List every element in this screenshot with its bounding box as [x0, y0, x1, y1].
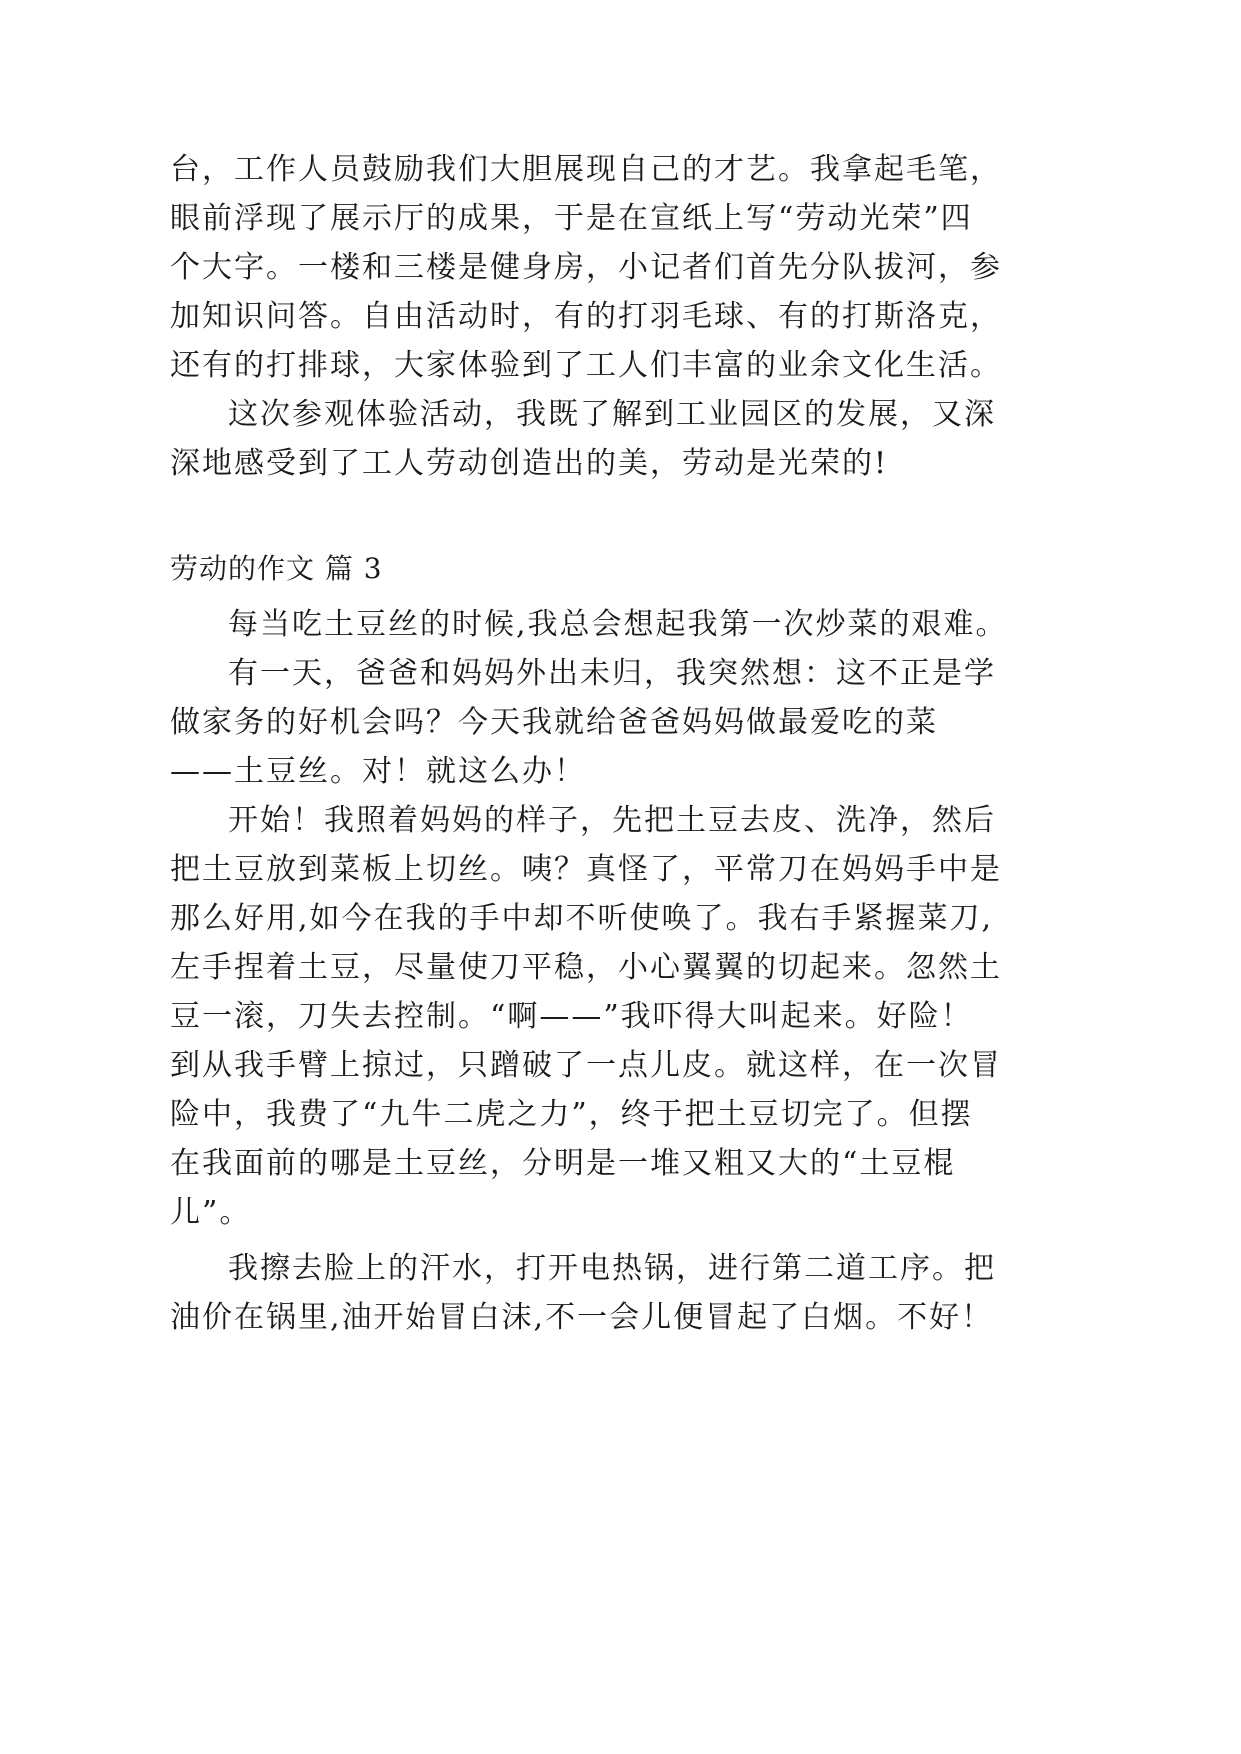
section-heading: 劳动的作文 篇 3 — [170, 552, 383, 585]
text-line: 眼前浮现了展示厅的成果，于是在宣纸上写“劳动光荣”四 — [170, 201, 973, 236]
text-line: 儿”。 — [170, 1195, 252, 1230]
text-line: 每当吃土豆丝的时候,我总会想起我第一次炒菜的艰难。 — [228, 607, 1008, 642]
text-line: 豆一滚，刀失去控制。“啊——”我吓得大叫起来。好险！ — [170, 999, 973, 1034]
text-line: 我擦去脸上的汗水，打开电热锅，进行第二道工序。把 — [228, 1251, 996, 1286]
text-line: 有一天，爸爸和妈妈外出未归，我突然想：这不正是学 — [228, 656, 996, 691]
text-line: 左手捏着土豆，尽量使刀平稳，小心翼翼的切起来。忽然土 — [170, 950, 1002, 985]
text-line: 个大字。一楼和三楼是健身房，小记者们首先分队拔河，参 — [170, 250, 1002, 285]
text-line: 做家务的好机会吗？今天我就给爸爸妈妈做最爱吃的菜 — [170, 705, 938, 740]
text-line: 还有的打排球，大家体验到了工人们丰富的业余文化生活。 — [170, 348, 1002, 383]
text-line: 险中，我费了“九牛二虎之力”，终于把土豆切完了。但摆 — [170, 1097, 973, 1132]
text-line: 开始！我照着妈妈的样子，先把土豆去皮、洗净，然后 — [228, 803, 996, 838]
text-line: 在我面前的哪是土豆丝，分明是一堆又粗又大的“土豆棍 — [170, 1146, 956, 1181]
text-line: ——土豆丝。对！就这么办！ — [170, 754, 586, 789]
text-line: 到从我手臂上掠过，只蹭破了一点儿皮。就这样，在一次冒 — [170, 1048, 1002, 1083]
text-line: 这次参观体验活动，我既了解到工业园区的发展，又深 — [228, 397, 996, 432]
text-line: 油价在锅里,油开始冒白沫,不一会儿便冒起了白烟。不好！ — [170, 1300, 994, 1335]
text-line: 那么好用,如今在我的手中却不听使唤了。我右手紧握菜刀, — [170, 901, 994, 936]
text-line: 深地感受到了工人劳动创造出的美，劳动是光荣的! — [170, 446, 889, 481]
text-line: 加知识问答。自由活动时，有的打羽毛球、有的打斯洛克， — [170, 299, 1002, 334]
text-line: 把土豆放到菜板上切丝。咦？真怪了，平常刀在妈妈手中是 — [170, 852, 1002, 887]
text-line: 台，工作人员鼓励我们大胆展现自己的才艺。我拿起毛笔， — [170, 152, 1002, 187]
